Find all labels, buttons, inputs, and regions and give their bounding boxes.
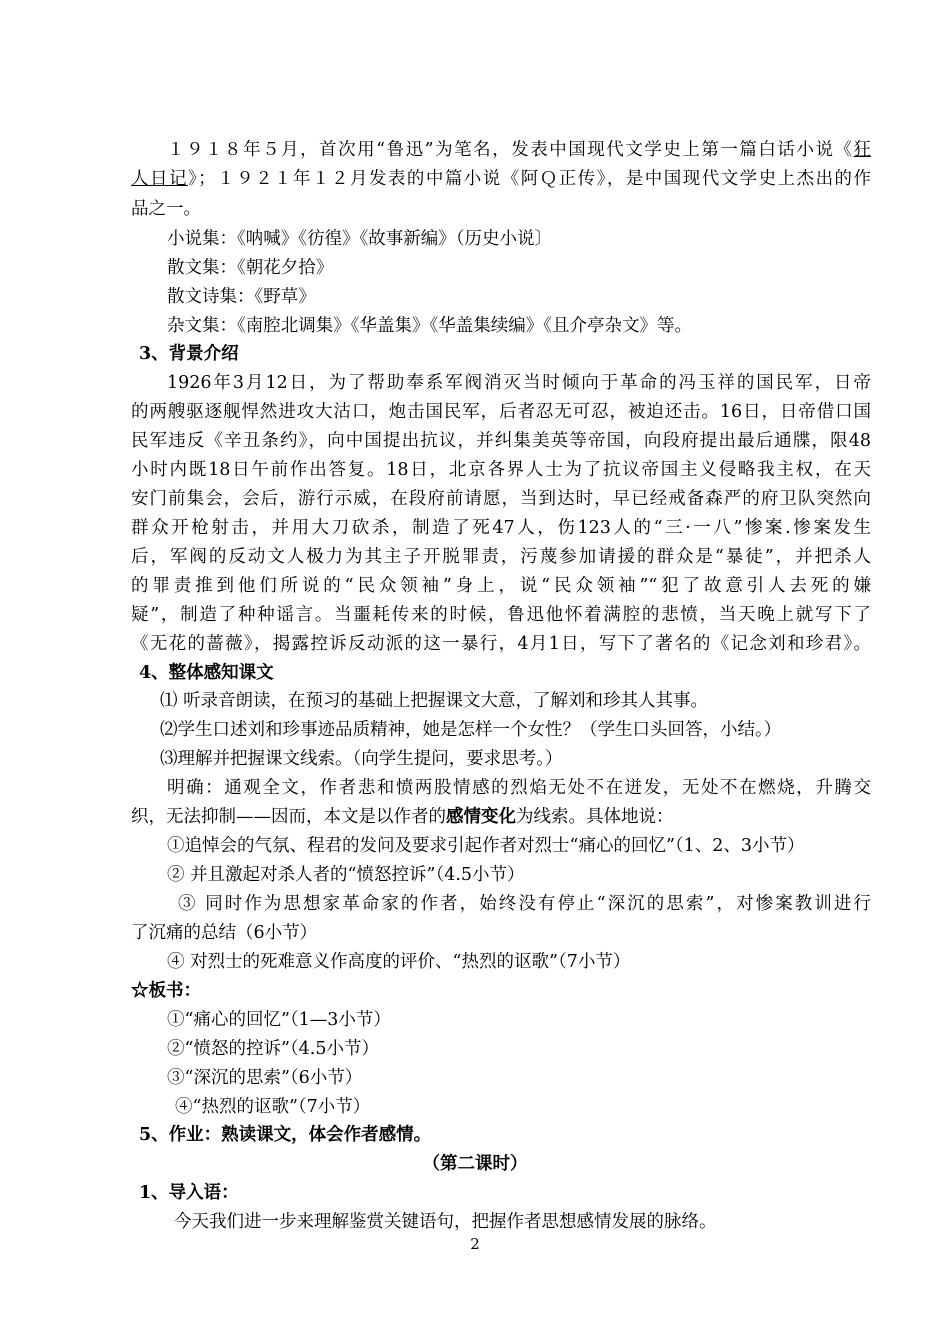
intro-line-2: 人日记》；１９２１年１２月发表的中篇小说《阿Ｑ正传》，是中国现代文学史上杰出的作: [131, 169, 871, 189]
background-line: 小时内既18日午前作出答复。18日，北京各界人士为了抗议帝国主义侵略我主权，在天: [131, 460, 871, 480]
section-4-heading: 4、整体感知课文: [139, 663, 274, 683]
clarify-line-1: 明确：通观全文，作者悲和愤两股情感的烈焰无处不在迸发，无处不在燃烧，升腾交: [167, 778, 871, 798]
background-line: 1926年3月12日，为了帮助奉系军阀消灭当时倾向于革命的冯玉祥的国民军，日帝: [167, 373, 871, 393]
perception-item: ⑶理解并把握课文线索。（向学生提问，要求思考。）: [160, 749, 563, 769]
works-essays: 杂文集：《南腔北调集》《华盖集》《华盖集续编》《且介亭杂文》等。: [167, 316, 692, 336]
board-item: ②“愤怒的控诉”（4.5小节）: [167, 1039, 379, 1059]
board-item: ③“深沉的思索”（6小节）: [167, 1068, 363, 1088]
intro-line-1: １９１８年５月，首次用“鲁迅”为笔名，发表中国现代文学史上第一篇白话小说《狂: [167, 140, 871, 160]
section-5-heading: 5、作业：熟读课文，体会作者感情。: [139, 1125, 432, 1145]
clue-point: ①追悼会的气氛、程君的发问及要求引起作者对烈士“痛心的回忆”（1、2、3小节）: [167, 836, 805, 856]
clue-point: ④ 对烈士的死难意义作高度的评价、“热烈的讴歌”（7小节）: [167, 952, 631, 972]
background-line: 《无花的蔷薇》，揭露控诉反动派的这一暴行，4月1日，写下了著名的《记念刘和珍君》。: [131, 634, 871, 654]
board-heading: ☆板书：: [131, 981, 201, 1001]
perception-item: ⑴ 听录音朗读，在预习的基础上把握课文大意，了解刘和珍其人其事。: [160, 691, 709, 711]
background-line: 群众开枪射击，并用大刀砍杀，制造了死47人，伤123人的“三·一八”惨案.惨案发生: [131, 518, 871, 538]
intro-heading: 1、导入语：: [139, 1183, 239, 1203]
intro-text: 今天我们进一步来理解鉴赏关键语句，把握作者思想感情发展的脉络。: [174, 1212, 717, 1232]
works-prose: 散文集：《朝花夕拾》: [167, 258, 334, 278]
clue-point: ③ 同时作为思想家革命家的作者，始终没有停止“深沉的思索”，对惨案教训进行: [178, 894, 871, 914]
board-item: ①“痛心的回忆”（1—3小节）: [167, 1010, 391, 1030]
background-line: 疑”，制造了种种谣言。当噩耗传来的时候，鲁迅他怀着满腔的悲愤，当天晚上就写下了: [131, 605, 871, 625]
background-line: 安门前集会，会后，游行示威，在段府前请愿，当到达时，早已经戒备森严的府卫队突然向: [131, 489, 871, 509]
clue-point: ② 并且激起对杀人者的“愤怒控诉”（4.5小节）: [167, 865, 525, 885]
clarify-line-2: 织，无法抑制——因而，本文是以作者的感情变化为线索。具体地说：: [131, 807, 674, 827]
works-novels: 小说集：《呐喊》《彷徨》《故事新编》（历史小说〕: [167, 229, 552, 249]
clue-point: 了沉痛的总结（6小节）: [131, 923, 318, 943]
page-number: 2: [470, 1235, 480, 1253]
background-line: 后，军阀的反动文人极力为其主子开脱罪责，污蔑参加请援的群众是“暴徒”，并把杀人: [131, 547, 871, 567]
background-line: 的罪责推到他们所说的“民众领袖”身上，说“民众领袖”“犯了故意引人去死的嫌: [131, 576, 871, 596]
second-lesson-title: （第二课时）: [422, 1154, 528, 1174]
intro-line-3: 品之一。: [131, 199, 201, 219]
section-3-heading: 3、背景介绍: [139, 344, 239, 364]
board-item: ④“热烈的讴歌”（7小节）: [175, 1097, 371, 1117]
background-line: 的两艘驱逐舰悍然进攻大沽口，炮击国民军，后者忍无可忍，被迫还击。16日，日帝借口国: [131, 402, 871, 422]
background-line: 民军违反《辛丑条约》，向中国提出抗议，并纠集美英等帝国，向段府提出最后通牒，限48: [131, 431, 871, 451]
works-prose-poems: 散文诗集：《野草》: [167, 287, 316, 307]
perception-item: ⑵学生口述刘和珍事迹品质精神，她是怎样一个女性？（学生口头回答，小结。）: [160, 720, 782, 740]
